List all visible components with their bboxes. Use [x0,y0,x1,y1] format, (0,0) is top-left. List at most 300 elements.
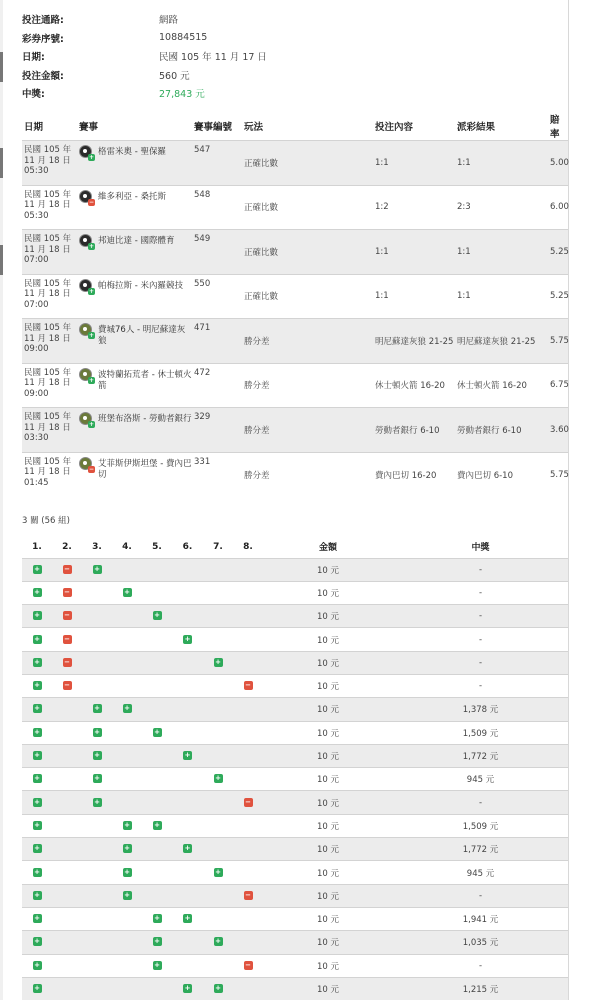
combo-row [22,884,568,907]
combo-leg-cell [82,674,112,697]
win-square-icon: + [184,844,191,853]
combo-leg-cell [22,674,52,697]
combo-prize: - [393,581,568,604]
lose-square-icon: − [245,960,251,969]
bet-game-name: 班堡布洛斯 - 勞動者銀行 [98,414,192,424]
win-square-icon: + [94,564,100,573]
combo-leg-cell [82,651,112,674]
bet-date [22,408,77,453]
combo-leg-cell [52,791,82,814]
bet-content: 1:2 [373,185,455,230]
combo-leg-cell [142,558,172,581]
combo-leg-cell [142,838,172,861]
bet-date [22,141,77,186]
combo-leg-cell [22,581,52,604]
combo-leg-cell [22,814,52,837]
bet-game-id: 331 [192,452,242,497]
combo-leg-cell [203,744,233,767]
win-badge-icon: + [88,243,95,250]
combo-leg-cell [172,581,203,604]
combo-leg-cell [82,744,112,767]
combo-prize: 1,772 元 [393,838,568,861]
combo-prize: - [393,605,568,628]
win-square-icon: + [215,937,221,946]
header-game-id: 賽事編號 [194,122,233,133]
header-odds: 賠率 [550,115,560,140]
combo-leg-cell [203,698,233,721]
lose-square-icon: − [64,587,70,596]
combo-row [22,861,568,884]
win-square-icon: + [154,820,160,829]
combo-amount: 10 元 [263,814,393,837]
bet-outcome: 費內巴切 6-10 [455,452,548,497]
combo-row [22,651,568,674]
bet-game [77,230,192,275]
win-square-icon: + [215,984,221,993]
combo-leg-cell [22,838,52,861]
win-square-icon: + [124,844,130,853]
bet-play: 勝分差 [242,408,373,453]
bet-date-line: 05:30 [24,210,49,221]
combo-leg-cell [203,884,233,907]
combo-leg-cell [52,977,82,1000]
win-square-icon: + [124,587,130,596]
win-badge-icon: + [88,154,95,161]
combo-leg-cell [142,721,172,744]
bet-odds: 5.25 [548,230,568,275]
bet-date-line: 11 月 18 日 [24,155,71,166]
lose-badge-icon: − [88,198,95,206]
combo-leg-cell [172,884,203,907]
info-value: 民國 105 年 11 月 17 日 [159,52,267,64]
combo-leg-cell [203,838,233,861]
bet-game-id: 472 [192,363,242,408]
bet-date-line: 11 月 18 日 [24,200,71,210]
header-leg: 2. [62,541,72,552]
bet-game [77,452,192,497]
bet-date [22,319,77,364]
combo-prize: - [393,791,568,814]
combo-leg-cell [82,605,112,628]
combo-leg-cell [22,954,52,977]
combo-leg-cell [82,628,112,651]
combo-leg-cell [142,628,172,651]
combo-leg-cell [112,861,142,884]
combo-leg-cell [82,907,112,930]
basketball-icon [79,412,94,427]
info-channel [22,10,267,29]
combo-leg-cell [22,721,52,744]
bet-game-cell [79,190,192,205]
info-serial [22,29,267,48]
combo-row [22,721,568,744]
combo-leg-cell [203,674,233,697]
win-square-icon: + [34,820,40,829]
bet-game-name: 波特蘭拓荒者 - 休士頓火箭 [98,369,192,391]
bet-date-line: 民國 105 年 [24,367,72,378]
combo-leg-cell [112,651,142,674]
combo-leg-cell [112,977,142,1000]
win-square-icon: + [215,774,221,783]
win-square-icon: + [184,984,191,993]
combo-row [22,628,568,651]
right-edge [568,0,569,1000]
combo-leg-cell [22,651,52,674]
bet-date-line: 民國 105 年 [24,189,72,200]
info-label: 投注通路: [22,15,64,27]
combo-prize: - [393,651,568,674]
combo-leg-cell [52,744,82,767]
combo-leg-cell [233,861,263,884]
combo-leg-cell [112,558,142,581]
side-scroll-mark [0,52,3,82]
combo-prize: 1,215 元 [393,977,568,1000]
win-square-icon: + [94,704,100,713]
combo-leg-cell [22,884,52,907]
bet-outcome: 勞動者銀行 6-10 [455,408,548,453]
header-outcome: 派彩結果 [457,122,496,133]
bet-game [77,185,192,230]
combo-leg-cell [112,721,142,744]
combo-leg-cell [52,721,82,744]
bet-odds: 3.60 [548,408,568,453]
bets-table [22,112,568,497]
combo-leg-cell [142,674,172,697]
combo-leg-cell [233,558,263,581]
bet-date-line: 07:00 [24,255,49,265]
win-square-icon: + [34,634,40,643]
lose-square-icon: − [64,611,70,620]
combo-row [22,791,568,814]
win-square-icon: + [94,797,100,806]
combo-leg-cell [112,581,142,604]
combo-leg-cell [22,861,52,884]
bet-date-line: 11 月 18 日 [24,467,71,477]
win-square-icon: + [154,960,160,969]
bet-game-cell [79,368,192,392]
combo-leg-cell [22,698,52,721]
bet-game-name: 費城76人 - 明尼蘇達灰狼 [98,325,186,346]
win-square-icon: + [34,844,40,853]
combo-leg-cell [203,907,233,930]
info-label: 中獎: [22,89,45,101]
basketball-icon [79,368,94,383]
bet-game-id: 548 [192,185,242,230]
combo-amount: 10 元 [263,907,393,930]
combo-leg-cell [52,814,82,837]
win-square-icon: + [154,727,160,736]
combo-leg-cell [52,954,82,977]
bet-row [22,319,568,364]
combo-leg-cell [172,814,203,837]
win-square-icon: + [34,727,40,736]
header-leg: 4. [122,541,132,552]
combo-leg-cell [112,628,142,651]
combo-prize: - [393,954,568,977]
lose-square-icon: − [245,681,251,690]
bet-game-cell [79,412,192,427]
combo-leg-cell [172,605,203,628]
bet-outcome: 明尼蘇達灰狼 21-25 [455,319,548,364]
combo-leg-cell [233,698,263,721]
bet-date-line: 民國 105 年 [24,456,72,467]
win-square-icon: + [184,914,191,923]
header-game: 賽事 [79,122,99,133]
side-scroll-mark [0,148,3,178]
bet-game-name: 艾菲斯伊斯坦堡 - 費內巴切 [98,458,192,480]
combo-leg-cell [142,581,172,604]
combo-row [22,674,568,697]
combo-leg-cell [112,884,142,907]
combo-leg-cell [82,838,112,861]
combo-leg-cell [142,744,172,767]
bet-outcome: 休士頓火箭 16-20 [455,363,548,408]
combo-leg-cell [172,558,203,581]
header-bet: 投注內容 [375,122,414,133]
basketball-icon [79,323,94,338]
win-square-icon: + [94,751,100,760]
combo-leg-cell [233,954,263,977]
bet-date [22,185,77,230]
combo-leg-cell [22,605,52,628]
combo-leg-cell [203,768,233,791]
combo-leg-cell [142,931,172,954]
soccer-ball-icon [79,190,94,205]
bet-date-line: 05:30 [24,166,49,176]
combo-leg-cell [112,954,142,977]
combo-leg-cell [82,861,112,884]
combo-leg-cell [82,977,112,1000]
header-leg: 7. [213,541,223,552]
combo-leg-cell [112,698,142,721]
prize-value: 27,843 元 [159,89,205,101]
bet-content: 1:1 [373,274,455,319]
combo-leg-cell [203,861,233,884]
header-amount: 金額 [318,543,337,554]
combo-leg-cell [172,768,203,791]
lose-square-icon: − [245,890,251,899]
combo-leg-cell [203,605,233,628]
combo-amount: 10 元 [263,651,393,674]
combo-amount: 10 元 [263,744,393,767]
header-leg: 1. [32,541,42,552]
combo-leg-cell [142,605,172,628]
combo-leg-cell [112,838,142,861]
bet-game [77,141,192,186]
win-square-icon: + [124,867,130,876]
combo-leg-cell [172,744,203,767]
header-play: 玩法 [244,122,264,133]
win-square-icon: + [34,704,40,713]
combo-leg-cell [52,605,82,628]
bet-date-line: 民國 105 年 [24,412,72,422]
combo-leg-cell [142,861,172,884]
bet-odds: 5.75 [548,319,568,364]
info-label: 彩券序號: [22,33,64,45]
bet-date-line: 11 月 18 日 [24,422,71,433]
combo-amount: 10 元 [263,954,393,977]
bet-odds: 6.75 [548,363,568,408]
combo-leg-cell [112,814,142,837]
combo-leg-cell [172,651,203,674]
combo-prize: - [393,674,568,697]
bet-row [22,230,568,275]
combo-leg-cell [172,931,203,954]
combo-row [22,907,568,930]
combo-leg-cell [52,838,82,861]
combo-leg-cell [22,791,52,814]
bet-play: 正確比數 [242,230,373,275]
header-date: 日期 [24,122,44,133]
bet-date-line: 民國 105 年 [24,278,72,289]
combo-amount: 10 元 [263,628,393,651]
combo-leg-cell [203,977,233,1000]
combo-leg-cell [82,698,112,721]
win-square-icon: + [34,611,40,620]
bet-odds: 5.00 [548,141,568,186]
win-badge-icon: + [88,287,95,295]
bet-game-cell [79,145,192,160]
bet-play: 正確比數 [242,274,373,319]
combo-leg-cell [22,907,52,930]
combo-prize: 1,509 元 [393,721,568,744]
bet-game-cell [79,279,192,294]
combo-leg-cell [22,768,52,791]
bet-row [22,274,568,319]
combo-amount: 10 元 [263,674,393,697]
combo-leg-cell [203,814,233,837]
combo-leg-cell [203,581,233,604]
win-square-icon: + [154,937,160,946]
combo-leg-cell [52,907,82,930]
info-label: 投注金額: [22,70,64,82]
lose-badge-icon: − [88,465,95,473]
combo-leg-cell [233,907,263,930]
combo-row [22,698,568,721]
win-badge-icon: + [88,376,95,384]
bet-odds: 6.00 [548,185,568,230]
combo-leg-cell [172,954,203,977]
bet-play: 勝分差 [242,363,373,408]
combo-amount: 10 元 [263,861,393,884]
combo-leg-cell [22,628,52,651]
combo-leg-cell [112,674,142,697]
combo-leg-cell [112,605,142,628]
combo-leg-cell [233,674,263,697]
bet-play: 勝分差 [242,452,373,497]
bet-row [22,408,568,453]
bet-game-name: 維多利亞 - 桑托斯 [98,191,166,202]
win-square-icon: + [94,774,100,783]
bet-date-line: 11 月 18 日 [24,244,71,255]
combo-leg-cell [142,907,172,930]
combo-amount: 10 元 [263,581,393,604]
combo-amount: 10 元 [263,605,393,628]
info-value: 10884515 [159,32,208,44]
soccer-ball-icon [79,234,94,249]
combo-row [22,558,568,581]
combo-row [22,954,568,977]
win-square-icon: + [154,611,160,620]
bet-date [22,452,77,497]
info-value: 560 元 [159,70,190,82]
combo-row [22,605,568,628]
combo-leg-cell [233,791,263,814]
lose-square-icon: − [64,681,70,690]
combo-row [22,768,568,791]
win-square-icon: + [34,984,40,993]
combo-leg-cell [82,814,112,837]
info-label: 日期: [22,52,45,64]
bet-outcome: 1:1 [455,230,548,275]
combo-leg-cell [233,931,263,954]
combo-amount: 10 元 [263,698,393,721]
combo-leg-cell [142,954,172,977]
combo-leg-cell [203,931,233,954]
combo-leg-cell [52,931,82,954]
combo-leg-cell [82,721,112,744]
bet-game-id: 549 [192,230,242,275]
combo-row [22,977,568,1000]
win-square-icon: + [34,960,40,969]
win-square-icon: + [34,797,40,806]
combo-leg-cell [142,884,172,907]
combo-amount: 10 元 [263,931,393,954]
combo-title: 3 關 (56 組) [22,516,70,526]
combo-leg-cell [203,558,233,581]
side-scroll-mark [0,245,3,275]
win-square-icon: + [34,587,40,596]
combo-prize: 1,378 元 [393,698,568,721]
combo-leg-cell [82,791,112,814]
bet-content: 1:1 [373,141,455,186]
combo-prize: 1,509 元 [393,814,568,837]
combo-leg-cell [112,768,142,791]
ticket-info [22,10,267,103]
bet-date-line: 11 月 18 日 [24,378,71,388]
bet-game-cell [79,457,192,481]
info-date [22,47,267,66]
combo-table [22,536,568,1000]
lose-square-icon: − [64,564,70,573]
win-square-icon: + [215,657,221,666]
bet-outcome: 1:1 [455,141,548,186]
bet-play: 正確比數 [242,141,373,186]
win-square-icon: + [184,751,191,760]
win-square-icon: + [34,914,40,923]
win-square-icon: + [34,751,40,760]
bet-content: 勞動者銀行 6-10 [373,408,455,453]
combo-leg-cell [172,628,203,651]
lose-square-icon: − [64,634,70,643]
bets-header-row [22,112,568,141]
bet-date-line: 09:00 [24,388,49,399]
combo-leg-cell [233,651,263,674]
info-value: 網路 [159,15,179,27]
combo-leg-cell [112,744,142,767]
lose-square-icon: − [245,797,251,806]
win-square-icon: + [154,914,160,923]
win-square-icon: + [34,937,40,946]
bet-content: 明尼蘇達灰狼 21-25 [373,319,455,364]
combo-leg-cell [52,768,82,791]
combo-leg-cell [172,674,203,697]
combo-leg-cell [172,721,203,744]
win-square-icon: + [34,867,40,876]
bet-outcome: 2:3 [455,185,548,230]
combo-leg-cell [172,838,203,861]
combo-leg-cell [233,838,263,861]
